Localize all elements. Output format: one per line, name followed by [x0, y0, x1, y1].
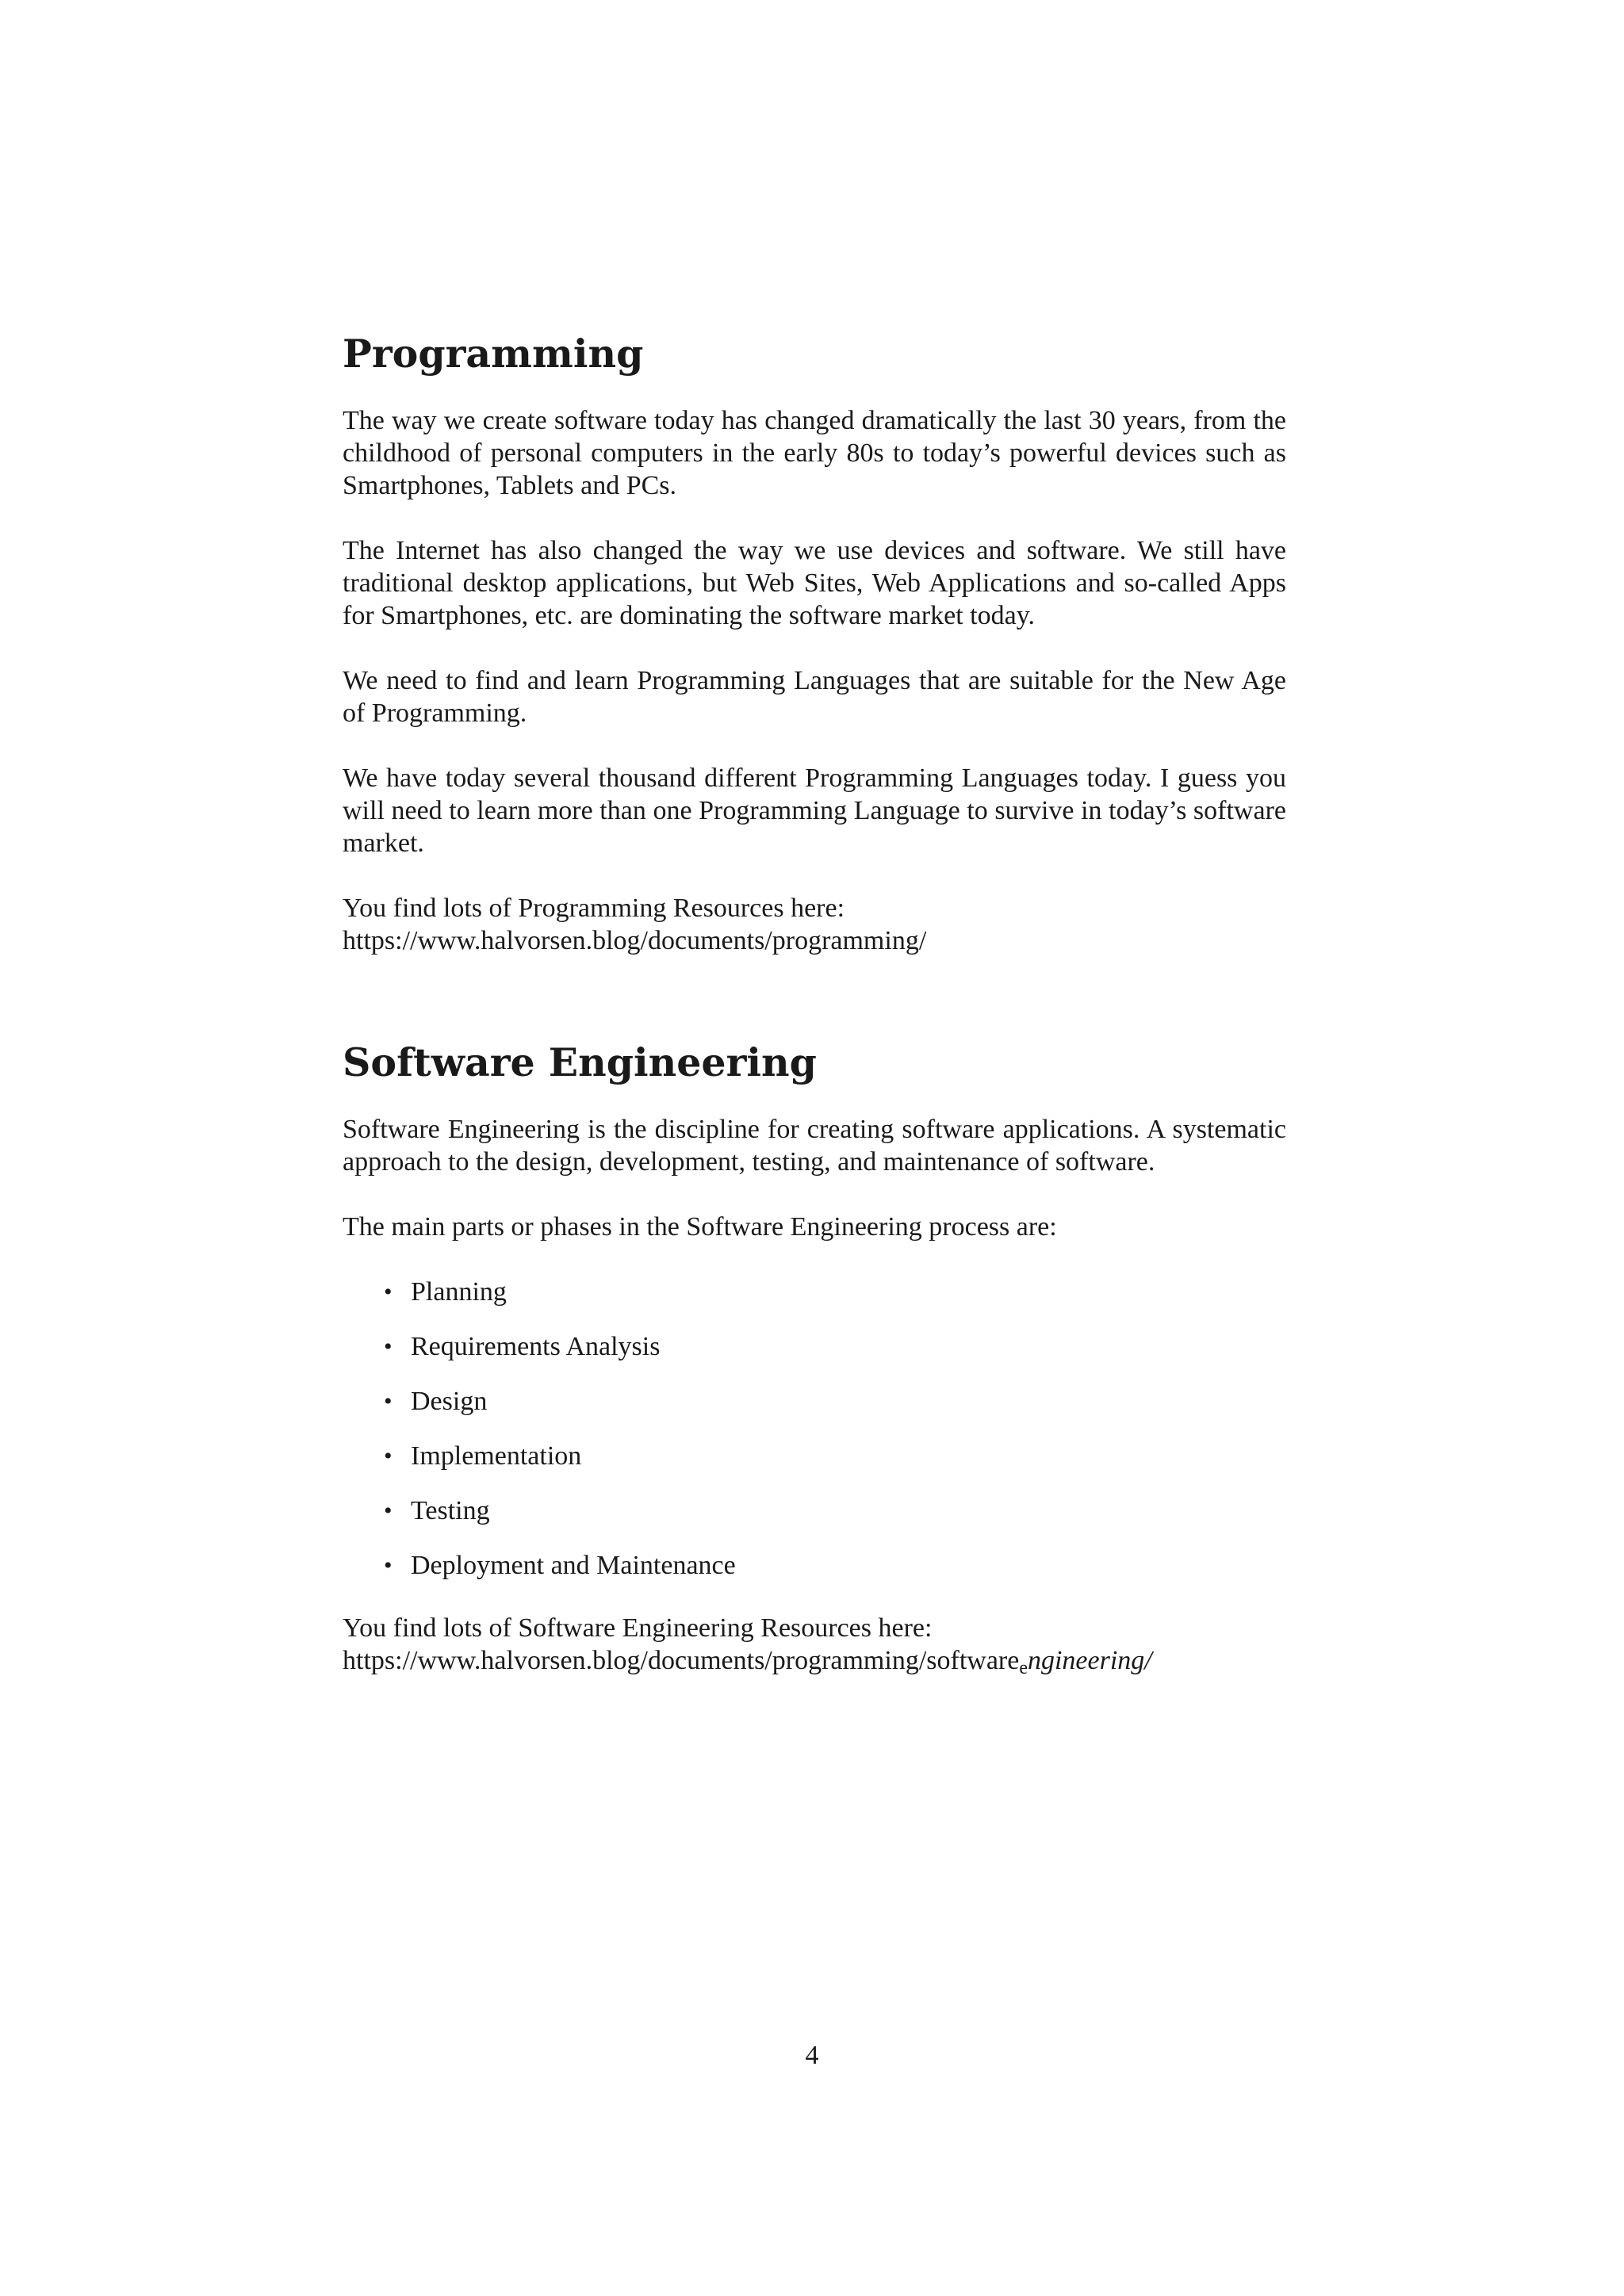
section-spacer: [343, 989, 1286, 1042]
paragraph: The Internet has also changed the way we use devices and software. We still have traditional desktop applications, but Web Sites, Web Applications and so-called Apps for Smartphones, etc. are dominating the software market today.: [343, 535, 1286, 630]
resources-label: You find lots of Software Engineering Resources here:: [343, 1613, 933, 1643]
list-item: • Planning: [384, 1276, 507, 1307]
resources-block: [343, 892, 1286, 957]
page-number: 4: [805, 2041, 819, 2070]
list-item: • Design: [384, 1386, 488, 1416]
bullet-icon: •: [384, 1442, 393, 1469]
resources-link[interactable]: https://www.halvorsen.blog/documents/programming/: [343, 925, 927, 955]
paragraph: We have today several thousand different Programming Languages today. I guess you will need to learn more than one Programming Language to survive in today’s software market.: [343, 763, 1286, 858]
list-item: • Testing: [384, 1495, 490, 1525]
page-content: [343, 333, 1286, 1717]
bullet-icon: •: [384, 1497, 393, 1524]
resources-block: [343, 1612, 1286, 1685]
list-item: • Requirements Analysis: [384, 1331, 661, 1361]
section-heading-software-engineering: Software Engineering: [343, 1039, 817, 1085]
paragraph: We need to find and learn Programming Languages that are suitable for the New Age of Programming.: [343, 665, 1286, 728]
paragraph: The way we create software today has changed dramatically the last 30 years, from the childhood of personal computers in the early 80s to today’s powerful devices such as Smartphones, Tablets and PCs.: [343, 405, 1286, 500]
phases-list: [343, 1276, 1286, 1582]
bullet-icon: •: [384, 1333, 393, 1360]
bullet-icon: •: [384, 1387, 393, 1414]
resources-label: You find lots of Programming Resources here:: [343, 893, 845, 923]
list-item: • Deployment and Maintenance: [384, 1550, 736, 1580]
paragraph: The main parts or phases in the Software Engineering process are:: [343, 1211, 1057, 1242]
bullet-icon: •: [384, 1552, 393, 1578]
section-heading-programming: Programming: [343, 331, 644, 377]
resources-link[interactable]: https://www.halvorsen.blog/documents/programming/softwareengineering/: [343, 1645, 1152, 1678]
bullet-icon: •: [384, 1278, 393, 1305]
list-item: • Implementation: [384, 1441, 582, 1471]
paragraph: Software Engineering is the discipline for creating software applications. A systematic approach to the design, development, testing, and maintenance of software.: [343, 1114, 1286, 1177]
